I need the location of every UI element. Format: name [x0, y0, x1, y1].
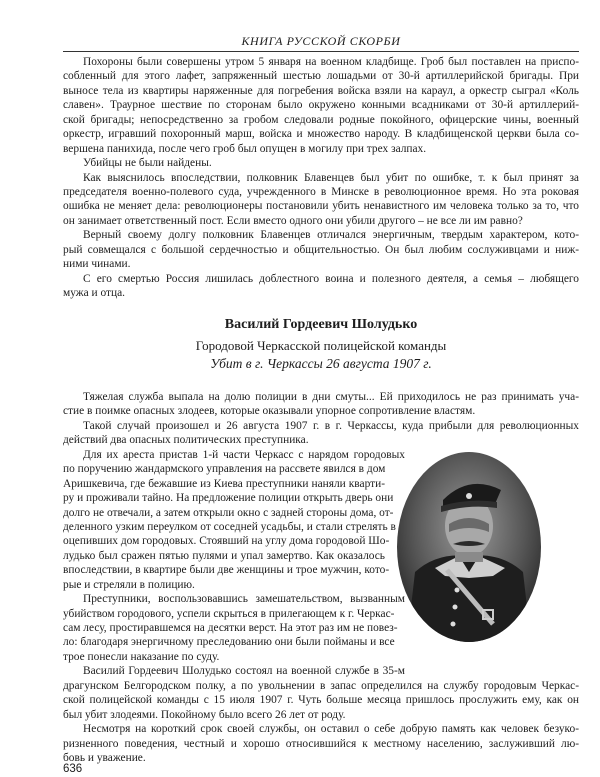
- text-line: Как выяснилось впоследствии, полковник Блавенцев был убит по ошибке, т. к был принят за: [83, 171, 579, 184]
- text-line: деленного узким переулком от соседней усадьбы, и стали стрелять в: [63, 520, 396, 533]
- paragraph: [63, 228, 579, 271]
- header-rule: [63, 51, 579, 52]
- text-line: выносе тела из квартиры наряженные для погребения войска взяли на караул, а оркестр сыграл «Коль: [63, 84, 579, 97]
- paragraph: [63, 156, 579, 170]
- text-line: Аришкевича, где бежавшие из Киева преступники наняли кварти-: [63, 477, 385, 490]
- text-line: Для их ареста пристав 1-й части Черкасс с нарядом городовых: [83, 448, 405, 461]
- text-line: ними чинами.: [63, 258, 131, 271]
- page-number: 636: [63, 763, 83, 775]
- text-line: С его смертью Россия лишилась доблестного воина и полезного деятеля, а семья – любящего: [83, 272, 579, 285]
- text-line: вершена панихида, после чего гроб был опущен в могилу при трех залпах.: [63, 142, 427, 155]
- paragraph: [63, 664, 579, 722]
- text-line: лудько был сражен пятью пулями и упал замертво. Как оказалось: [63, 549, 385, 562]
- text-line: сам лесу, простиравшемся на десятки верст. На этот раз им не повез-: [63, 622, 398, 634]
- text-line: ру и проживали тайно. На предложение полиции открыть дверь они: [63, 492, 394, 505]
- person-position: Городовой Черкасской полицейской команды: [195, 338, 447, 353]
- text-line: действий два опасных политических преступника.: [63, 434, 309, 447]
- text-line: ской полицейской команды с 15 июля 1907 г. Чуть больше месяца пришлось прослужить ему, как он: [63, 694, 579, 707]
- article-text-top: [63, 55, 579, 300]
- text-line: Василий Гордеевич Шолудько состоял на военной службе в 35-м: [83, 665, 405, 678]
- text-line: оцепивших дом городовых. Стоявший на углу дома городовой Шо-: [63, 535, 390, 548]
- text-line: бовь и уважение.: [63, 751, 146, 764]
- text-line: впоследствии, в квартире были две женщины и трое мужчин, кото-: [63, 564, 390, 577]
- text-line: председателя военно-полевого суда, учрежденного в Минске в революционное время. Но эта роковая: [63, 185, 579, 198]
- text-line: славен». Траурное шествие по сторонам было окружено конными всадниками от 30-й артиллерий-: [63, 99, 579, 112]
- text-line: Преступники, воспользовавшись замешательством, вызванным: [83, 593, 405, 606]
- text-line: был убит злодеями. Покойному было всего 26 лет от роду.: [63, 708, 346, 721]
- text-line: мужа и отца.: [63, 287, 125, 299]
- text-line: по поручению жандармского управления на рассвете явился в дом: [63, 463, 386, 476]
- text-line: Верный своему долгу полковник Блавенцев отличался энергичным, твердым характером, кото-: [83, 229, 579, 242]
- portrait-photo: [397, 452, 541, 642]
- text-line: ризненного поведения, честный и хорошо относившийся к местному населению, заслуживший лю-: [63, 737, 579, 750]
- text-line: рый совмещался с большой сердечностью и общительностью. Он был любим сослуживцами и ниж-: [63, 243, 579, 256]
- text-line: Тяжелая служба выпала на долю полиции в дни смуты... Ей приходилось не раз принимать уча-: [83, 391, 579, 403]
- paragraph: [63, 55, 579, 156]
- text-line: он занимает ответственный пост. Если вместо одного они убили другого – не все ли им равно?: [63, 214, 523, 227]
- paragraph: [63, 419, 579, 448]
- text-line: Убийцы не были найдены.: [83, 157, 212, 170]
- text-line: ло: благодаря энергичному преследованию они были пойманы и все: [63, 636, 395, 649]
- text-line: оркестр, игравший похоронный марш, войска и множество народу. В кладбищенской церкви была со-: [63, 128, 579, 141]
- person-name-heading: Василий Гордеевич Шолудько: [224, 317, 418, 332]
- text-line: стие в поимке опасных злодеев, которые оказывали упорное сопротивление властям.: [63, 405, 476, 418]
- text-line: рые и стреляли в полицию.: [63, 578, 195, 591]
- text-line: убийством городового, успели скрыться в прилегающем к г. Черкас-: [63, 607, 395, 620]
- text-line: долго не отвечали, а затем открыли окно с задней стороны дома, от-: [63, 506, 394, 519]
- text-line: Похороны были совершены утром 5 января на военном кладбище. Гроб был поставлен на приспо-: [83, 56, 579, 68]
- death-info: Убит в г. Черкассы 26 августа 1907 г.: [210, 356, 432, 371]
- text-line: собленный для этого лафет, запряженный шестью лошадьми от 30-й артиллерийской бригады. При: [63, 70, 579, 83]
- text-line: ошибка не меняет дела: революционеры постановили убить ненавистного им человека только за то, что: [63, 200, 579, 213]
- text-line: Такой случай произошел и 26 августа 1907 г. в г. Черкассы, куда прибыли для революционных: [83, 419, 579, 432]
- text-line: Несмотря на короткий срок своей службы, он оставил о себе добрую память как человек безуко-: [83, 723, 579, 736]
- paragraph: [63, 171, 579, 229]
- text-line: ской бригады; непосредственно за гробом следовали родные покойного, офицерские чины, военный: [63, 113, 579, 126]
- paragraph: [63, 722, 579, 765]
- text-line: драгунском Белгородском полку, а по увольнении в запас определился на службу городовым Черкас-: [63, 679, 579, 692]
- paragraph: [63, 272, 579, 301]
- running-head: КНИГА РУССКОЙ СКОРБИ: [241, 34, 401, 48]
- portrait-image: [397, 452, 541, 642]
- paragraph: [63, 390, 579, 419]
- text-line: трое понесли наказание по суду.: [63, 650, 220, 663]
